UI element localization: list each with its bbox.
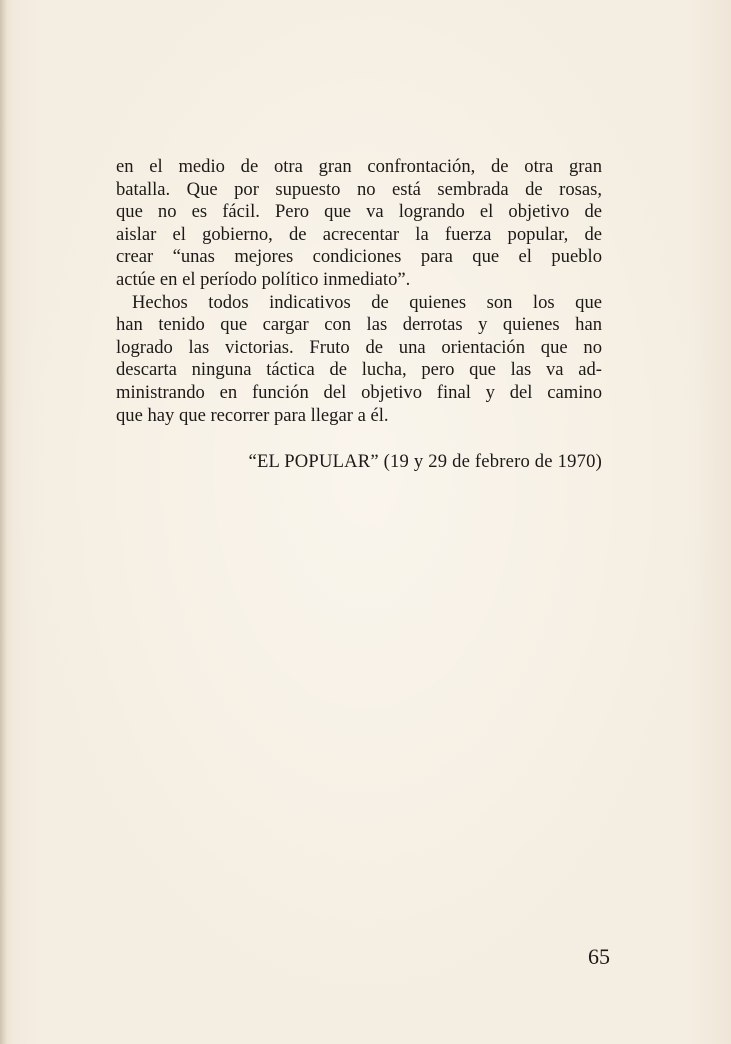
text-line: en el medio de otra gran confrontación, de otra gran (116, 156, 602, 177)
body-text (116, 156, 602, 427)
paragraph-2 (116, 292, 602, 428)
paragraph-1 (116, 156, 602, 292)
source-citation: “EL POPULAR” (19 y 29 de febrero de 1970) (248, 451, 602, 472)
text-line: descarta ninguna táctica de lucha, pero que las va ad- (116, 359, 602, 381)
text-line: ministrando en función del objetivo final y del camino (116, 381, 602, 403)
text-line: batalla. Que por supuesto no está sembrada de rosas, (116, 178, 602, 200)
text-line: crear “unas mejores condiciones para que el pueblo (116, 246, 602, 268)
text-line: que hay que recorrer para llegar a él. (116, 404, 389, 426)
page-number: 65 (588, 944, 610, 969)
text-line: han tenido que cargar con las derrotas y quienes han (116, 314, 602, 336)
text-line: que no es fácil. Pero que va logrando el objetivo de (116, 201, 602, 223)
text-line: actúe en el período político inmediato”. (116, 268, 411, 290)
text-line: logrado las victorias. Fruto de una orientación que no (116, 336, 602, 358)
page-spine-edge (0, 0, 6, 1044)
text-line: aislar el gobierno, de acrecentar la fuerza popular, de (116, 223, 602, 245)
text-line: Hechos todos indicativos de quienes son los que (132, 291, 602, 313)
